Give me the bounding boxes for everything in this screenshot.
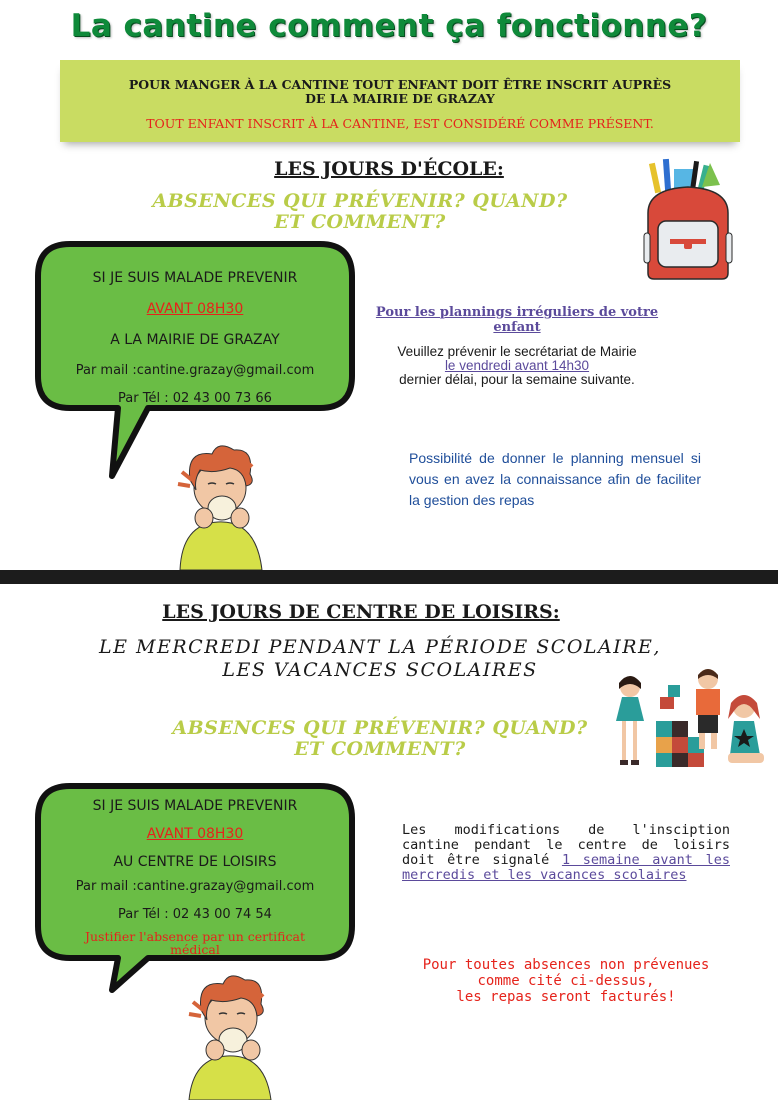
loisirs-question-line-1: ABSENCES QUI PRÉVENIR? QUAND? [172,717,588,739]
sick-child-illustration [160,440,290,570]
banner-line-1: POUR MANGER À LA CANTINE TOUT ENFANT DOIT ÊTRE INSCRIT AUPRÈS [128,77,672,92]
warning-line-3: les repas seront facturés! [456,989,676,1005]
notice-line-1: Veuillez prévenir le secrétariat de Mairie [397,344,637,359]
info-banner [60,60,740,142]
sick-child-illustration-2 [175,968,295,1100]
loisirs-heading: LES JOURS DE CENTRE DE LOISIRS: [162,601,560,623]
monthly-planning-note: Possibilité de donner le planning mensuel si vous en avez la connaissance afin de faciliter la gestion des repas [409,450,701,508]
warning-line-1: Pour toutes absences non prévenues [422,957,710,973]
backpack-icon [640,155,735,285]
bubble-line-1: SI JE SUIS MALADE PREVENIR [92,798,298,814]
bubble-mail: Par mail :cantine.grazay@gmail.com [75,879,315,894]
modification-text: Les modifications de l'insciption cantine pendant le centre de loisirs doit être signalé [402,822,730,868]
bubble-deadline: AVANT 08H30 [146,301,244,317]
loisirs-period-line-2: LES VACANCES SCOLAIRES [222,659,538,681]
irregular-planning-link[interactable] [352,305,682,335]
ecole-heading: LES JOURS D'ÉCOLE: [274,158,504,180]
page-title: La cantine comment ça fonctionne? [70,8,708,44]
bubble-line-1: SI JE SUIS MALADE PREVENIR [92,270,298,286]
loisirs-question [100,718,660,760]
irregular-link-line-2: enfant [493,320,541,335]
notice-block [352,345,682,387]
certificate-line-2: médical [170,942,220,957]
modification-notice [402,823,730,883]
notice-deadline-link[interactable]: le vendredi avant 14h30 [444,358,590,373]
ecole-question-line-1: ABSENCES QUI PRÉVENIR? QUAND? [152,190,568,212]
banner-presence-note: TOUT ENFANT INSCRIT À LA CANTINE, EST CONSIDÉRÉ COMME PRÉSENT. [146,116,654,131]
loisirs-question-line-2: ET COMMENT? [294,738,466,760]
loisirs-period-line-1: LE MERCREDI PENDANT LA PÉRIODE SCOLAIRE, [99,636,661,658]
bubble-deadline: AVANT 08H30 [146,826,244,842]
ecole-question [80,191,640,233]
loisirs-periods [60,636,700,682]
billing-warning [395,957,737,1005]
certificate-line-1: Justifier l'absence par un certificat [85,929,305,944]
warning-line-2: comme cité ci-dessus, [477,973,655,989]
banner-text [60,78,740,106]
bubble-mail: Par mail :cantine.grazay@gmail.com [75,363,315,378]
bubble-phone: Par Tél : 02 43 00 74 54 [118,907,272,922]
bubble-contact-place: AU CENTRE DE LOISIRS [113,854,277,870]
banner-line-1b: DE LA MAIRIE DE GRAZAY [305,91,495,106]
bubble-ecole-content [38,240,352,410]
notice-line-3: dernier délai, pour la semaine suivante. [399,372,635,387]
bubble-certificate-note [38,930,352,956]
section-divider [0,570,778,584]
ecole-question-line-2: ET COMMENT? [274,211,446,233]
bubble-phone: Par Tél : 02 43 00 73 66 [118,391,272,406]
modification-deadline-link[interactable]: 1 semaine avant les mercredis et les vacances scolaires [402,852,730,883]
irregular-link-line-1: Pour les plannings irréguliers de votre [375,305,659,320]
bubble-loisirs-content [38,782,352,962]
kids-playing-illustration [608,665,768,770]
bubble-contact-place: A LA MAIRIE DE GRAZAY [110,332,280,348]
